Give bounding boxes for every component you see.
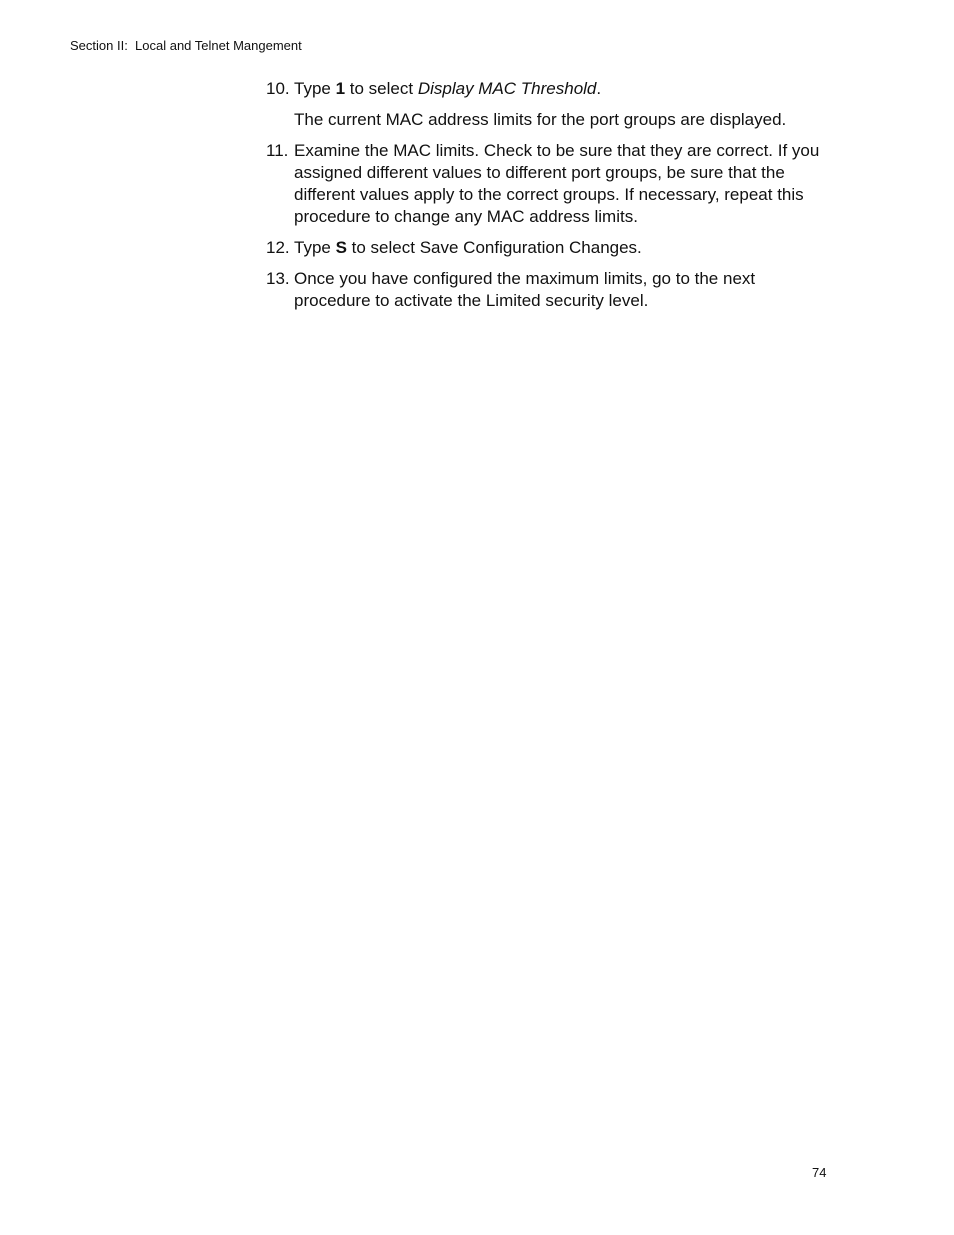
running-header: Section II: Local and Telnet Mangement <box>70 38 302 53</box>
step-text-suffix: . <box>596 79 602 98</box>
step-10 <box>266 78 836 131</box>
step-number: 11. <box>266 141 289 160</box>
key-name: 1 <box>335 79 346 98</box>
step-13 <box>266 268 836 312</box>
step-12 <box>266 237 836 259</box>
step-number: 12. <box>266 238 290 257</box>
step-number: 10. <box>266 79 290 98</box>
step-text: Examine the MAC limits. Check to be sure that they are correct. If you assigned different values to different port groups, be sure that the different values apply to the correct groups. If necessary, repeat this procedure to change any MAC address limits. <box>294 141 820 226</box>
step-text-prefix: Type <box>294 238 336 257</box>
step-number: 13. <box>266 269 290 288</box>
menu-option-term: Display MAC Threshold <box>417 79 597 98</box>
key-name: S <box>335 238 347 257</box>
step-text-middle: to select <box>345 79 418 98</box>
step-instruction <box>294 78 836 100</box>
step-body <box>294 78 836 131</box>
step-11 <box>266 140 836 228</box>
step-body <box>294 237 836 259</box>
page-number: 74 <box>812 1165 827 1180</box>
step-text: Once you have configured the maximum limits, go to the next procedure to activate the Limited security level. <box>294 269 756 310</box>
step-note: The current MAC address limits for the port groups are displayed. <box>294 110 787 129</box>
step-text-suffix: to select Save Configuration Changes. <box>346 238 642 257</box>
procedure-steps <box>266 78 836 321</box>
step-text-prefix: Type <box>294 79 336 98</box>
